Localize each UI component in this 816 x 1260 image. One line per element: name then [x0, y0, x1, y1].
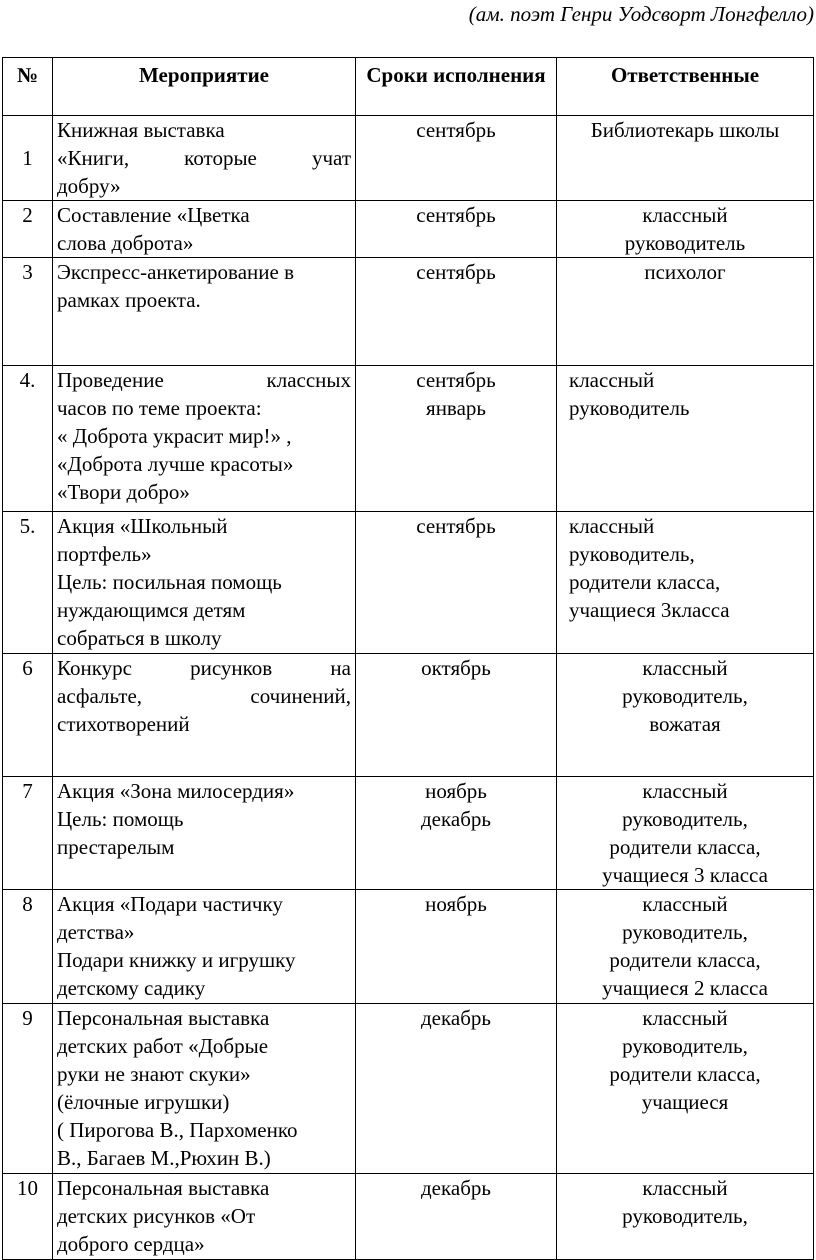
row-number: 10	[3, 1174, 53, 1260]
responsible-cell	[557, 366, 814, 512]
activity-line: детства»	[57, 920, 135, 944]
activity-cell	[53, 201, 356, 258]
table-row	[3, 366, 814, 512]
deadline-line: сентябрь	[416, 118, 496, 142]
activity-line: Книжная выставка	[57, 118, 225, 142]
responsible-line: классный	[642, 1006, 728, 1030]
activity-line: Персональная выставка	[57, 1176, 270, 1200]
responsible-cell	[557, 1174, 814, 1260]
activity-line: детскому садику	[57, 976, 206, 1000]
table-row	[3, 1004, 814, 1174]
activity-line: ( Пирогова В., Пархоменко	[57, 1118, 298, 1142]
responsible-line: руководитель	[569, 396, 690, 420]
header-activity: Мероприятие	[53, 58, 356, 116]
activity-line: Конкурс рисунков на	[57, 656, 351, 680]
responsible-line: классный	[642, 779, 728, 803]
activity-cell	[53, 1004, 356, 1174]
activity-line: престарелым	[57, 835, 175, 859]
activity-line: Составление «Цветка	[57, 203, 250, 227]
table-row	[3, 201, 814, 258]
activity-line: часов по теме проекта:	[57, 396, 262, 420]
responsible-line: классный	[569, 368, 655, 392]
row-number: 4.	[3, 366, 53, 512]
deadline-line: ноябрь	[425, 892, 487, 916]
deadline-cell	[356, 512, 557, 654]
deadline-cell	[356, 116, 557, 201]
activity-line: детских рисунков «От	[57, 1204, 256, 1228]
activity-cell	[53, 890, 356, 1004]
activity-line: добру»	[57, 174, 121, 198]
deadline-line: декабрь	[421, 1176, 491, 1200]
responsible-cell	[557, 116, 814, 201]
activity-line: Акция «Зона милосердия»	[57, 779, 295, 803]
row-number: 8	[3, 890, 53, 1004]
responsible-line: родители класса,	[569, 570, 721, 594]
responsible-line: классный	[569, 514, 655, 538]
activity-line: асфальте, сочинений,	[57, 684, 351, 708]
activity-line: доброго сердца»	[57, 1232, 205, 1256]
deadline-cell	[356, 366, 557, 512]
responsible-cell	[557, 201, 814, 258]
row-number: 3	[3, 258, 53, 366]
header-number: №	[3, 58, 53, 116]
responsible-line: Библиотекарь школы	[590, 118, 780, 142]
activity-line: детских работ «Добрые	[57, 1034, 269, 1058]
activity-line: Цель: посильная помощь	[57, 570, 282, 594]
deadline-cell	[356, 890, 557, 1004]
responsible-line: классный	[642, 1176, 728, 1200]
activity-line: Проведение классных	[57, 368, 351, 392]
activity-line: руки не знают скуки»	[57, 1062, 251, 1086]
activity-line: «Книги, которые учат	[57, 146, 351, 170]
activity-cell	[53, 654, 356, 777]
responsible-line: психолог	[644, 260, 726, 284]
activity-line: слова доброта»	[57, 231, 194, 255]
responsible-cell	[557, 777, 814, 890]
responsible-line: руководитель,	[622, 807, 748, 831]
row-number: 7	[3, 777, 53, 890]
activity-line: Акция «Школьный	[57, 514, 228, 538]
activity-line: « Доброта украсит мир!» ,	[57, 424, 292, 448]
table-row	[3, 116, 814, 201]
activity-line: В., Багаев М.,Рюхин В.)	[57, 1146, 271, 1170]
responsible-line: родители класса,	[609, 948, 761, 972]
responsible-line: классный	[642, 203, 728, 227]
table-row	[3, 654, 814, 777]
row-number: 1	[3, 116, 53, 201]
table-row	[3, 890, 814, 1004]
responsible-line: руководитель,	[622, 1034, 748, 1058]
activity-cell	[53, 512, 356, 654]
table-header-row	[3, 58, 814, 116]
responsible-line: учащиеся 3 класса	[602, 863, 768, 887]
activity-plan-table	[2, 57, 814, 1260]
deadline-cell	[356, 1004, 557, 1174]
deadline-cell	[356, 777, 557, 890]
responsible-line: руководитель,	[569, 542, 695, 566]
responsible-cell	[557, 258, 814, 366]
header-responsible: Ответственные	[557, 58, 814, 116]
responsible-line: родители класса,	[609, 1062, 761, 1086]
activity-line: рамках проекта.	[57, 288, 201, 312]
responsible-line: руководитель,	[622, 684, 748, 708]
activity-cell	[53, 116, 356, 201]
responsible-cell	[557, 512, 814, 654]
activity-line: Персональная выставка	[57, 1006, 270, 1030]
deadline-line: ноябрь	[425, 779, 487, 803]
deadline-cell	[356, 654, 557, 777]
table-row	[3, 777, 814, 890]
deadline-line: декабрь	[421, 807, 491, 831]
responsible-line: учащиеся 3класса	[569, 598, 730, 622]
activity-cell	[53, 777, 356, 890]
responsible-cell	[557, 1004, 814, 1174]
activity-line: портфель»	[57, 542, 152, 566]
activity-line: (ёлочные игрушки)	[57, 1090, 230, 1114]
deadline-line: январь	[426, 396, 486, 420]
activity-line: «Доброта лучше красоты»	[57, 452, 294, 476]
table-row	[3, 258, 814, 366]
attribution-note: (ам. поэт Генри Уодсворт Лонгфелло)	[468, 2, 814, 26]
table-row	[3, 512, 814, 654]
activity-line: Акция «Подари частичку	[57, 892, 283, 916]
responsible-line: руководитель	[624, 231, 746, 255]
activity-line: Экспресс-анкетирование в	[57, 260, 294, 284]
deadline-line: октябрь	[421, 656, 491, 680]
deadline-line: сентябрь	[416, 260, 496, 284]
responsible-line: классный	[642, 656, 728, 680]
responsible-line: руководитель,	[622, 1204, 748, 1228]
responsible-cell	[557, 654, 814, 777]
table-row	[3, 1174, 814, 1260]
responsible-line: учащиеся 2 класса	[602, 976, 768, 1000]
responsible-line: вожатая	[649, 712, 721, 736]
deadline-cell	[356, 258, 557, 366]
row-number: 2	[3, 201, 53, 258]
activity-cell	[53, 258, 356, 366]
deadline-cell	[356, 1174, 557, 1260]
deadline-line: сентябрь	[416, 514, 496, 538]
responsible-line: классный	[642, 892, 728, 916]
activity-line: нуждающимся детям	[57, 598, 246, 622]
activity-cell	[53, 366, 356, 512]
activity-line: стихотворений	[57, 712, 190, 736]
activity-line: Подари книжку и игрушку	[57, 948, 296, 972]
responsible-cell	[557, 890, 814, 1004]
row-number: 6	[3, 654, 53, 777]
deadline-cell	[356, 201, 557, 258]
deadline-line: сентябрь	[416, 368, 496, 392]
responsible-line: родители класса,	[609, 835, 761, 859]
row-number: 9	[3, 1004, 53, 1174]
deadline-line: декабрь	[421, 1006, 491, 1030]
responsible-line: руководитель,	[622, 920, 748, 944]
deadline-line: сентябрь	[416, 203, 496, 227]
activity-line: «Твори добро»	[57, 480, 190, 504]
activity-line: Цель: помощь	[57, 807, 184, 831]
header-deadline: Сроки исполнения	[356, 58, 557, 116]
responsible-line: учащиеся	[641, 1090, 729, 1114]
activity-cell	[53, 1174, 356, 1260]
activity-line: собраться в школу	[57, 626, 222, 650]
row-number: 5.	[3, 512, 53, 654]
